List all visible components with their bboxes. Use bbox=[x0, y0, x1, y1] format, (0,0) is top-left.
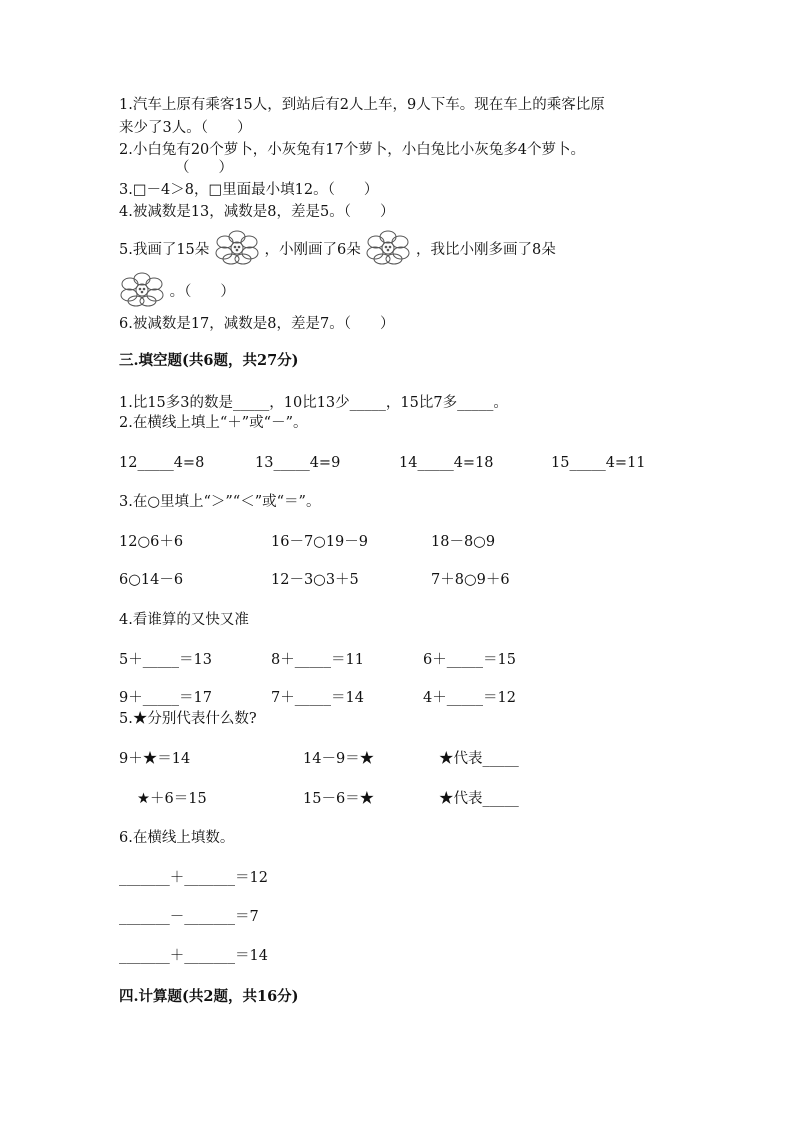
flower-icon bbox=[119, 271, 165, 313]
star-item: 9＋★＝14 bbox=[119, 751, 191, 767]
fill-question-2: 2.在横线上填上“＋”或“－”。 bbox=[119, 415, 308, 431]
fill-question-5: 5.★分别代表什么数? bbox=[119, 711, 257, 727]
question-5-text-2: ，小刚画了6朵 bbox=[264, 242, 361, 258]
compare-item: 6○14－6 bbox=[119, 572, 184, 588]
calc-item: 8＋_____＝11 bbox=[271, 652, 364, 668]
compare-item: 12○6＋6 bbox=[119, 534, 184, 550]
fill-question-6: 6.在横线上填数。 bbox=[119, 830, 235, 846]
flower-icon bbox=[365, 229, 411, 271]
calc-item: 6＋_____＝15 bbox=[423, 652, 516, 668]
compare-item: 16－7○19－9 bbox=[271, 534, 369, 550]
compare-item: 18－8○9 bbox=[431, 534, 496, 550]
star-item: ★＋6＝15 bbox=[137, 791, 207, 807]
blank-equation: _______－_______＝7 bbox=[119, 909, 259, 925]
calc-item: 4＋_____＝12 bbox=[423, 690, 516, 706]
question-3: 3.□－4＞8，□里面最小填12。（ ） bbox=[119, 182, 379, 198]
question-6: 6.被减数是17，减数是8，差是7。（ ） bbox=[119, 316, 395, 332]
compare-item: 12－3○3＋5 bbox=[271, 572, 359, 588]
section-3-title: 三.填空题(共6题，共27分) bbox=[119, 352, 299, 369]
star-item: ★代表_____ bbox=[439, 791, 519, 807]
section-4-title: 四.计算题(共2题，共16分) bbox=[119, 988, 299, 1005]
question-2-line-1: 2.小白兔有20个萝卜，小灰兔有17个萝卜，小白兔比小灰兔多4个萝卜。 bbox=[119, 142, 585, 158]
question-5-text-4: 。（ ） bbox=[169, 284, 235, 300]
flower-icon bbox=[214, 229, 260, 271]
fill-question-4: 4.看谁算的又快又准 bbox=[119, 612, 249, 628]
fill-q2-item: 14_____4=18 bbox=[399, 455, 494, 471]
calc-item: 5＋_____＝13 bbox=[119, 652, 212, 668]
question-5-text-1: 5.我画了15朵 bbox=[119, 242, 210, 258]
fill-q2-item: 12_____4=8 bbox=[119, 455, 205, 471]
compare-item: 7＋8○9＋6 bbox=[431, 572, 510, 588]
fill-q2-item: 13_____4=9 bbox=[255, 455, 341, 471]
star-item: 14－9＝★ bbox=[303, 751, 375, 767]
question-1-line-2: 来少了3人。（ ） bbox=[119, 120, 252, 136]
question-2-line-2: （ ） bbox=[175, 160, 233, 176]
calc-item: 9＋_____＝17 bbox=[119, 690, 212, 706]
fill-q2-item: 15_____4=11 bbox=[551, 455, 646, 471]
question-5-line-1 bbox=[119, 229, 556, 271]
question-4: 4.被减数是13，减数是8，差是5。（ ） bbox=[119, 204, 395, 220]
blank-equation: _______＋_______＝12 bbox=[119, 870, 268, 886]
star-item: 15－6＝★ bbox=[303, 791, 375, 807]
star-item: ★代表_____ bbox=[439, 751, 519, 767]
calc-item: 7＋_____＝14 bbox=[271, 690, 364, 706]
fill-question-3: 3.在○里填上“＞”“＜”或“＝”。 bbox=[119, 494, 321, 510]
question-5-text-3: ，我比小刚多画了8朵 bbox=[415, 242, 556, 258]
fill-question-1: 1.比15多3的数是_____，10比13少_____，15比7多_____。 bbox=[119, 395, 508, 411]
blank-equation: _______＋_______＝14 bbox=[119, 948, 268, 964]
question-1-line-1: 1.汽车上原有乘客15人，到站后有2人上车，9人下车。现在车上的乘客比原 bbox=[119, 97, 605, 113]
question-5-line-2 bbox=[119, 271, 235, 313]
